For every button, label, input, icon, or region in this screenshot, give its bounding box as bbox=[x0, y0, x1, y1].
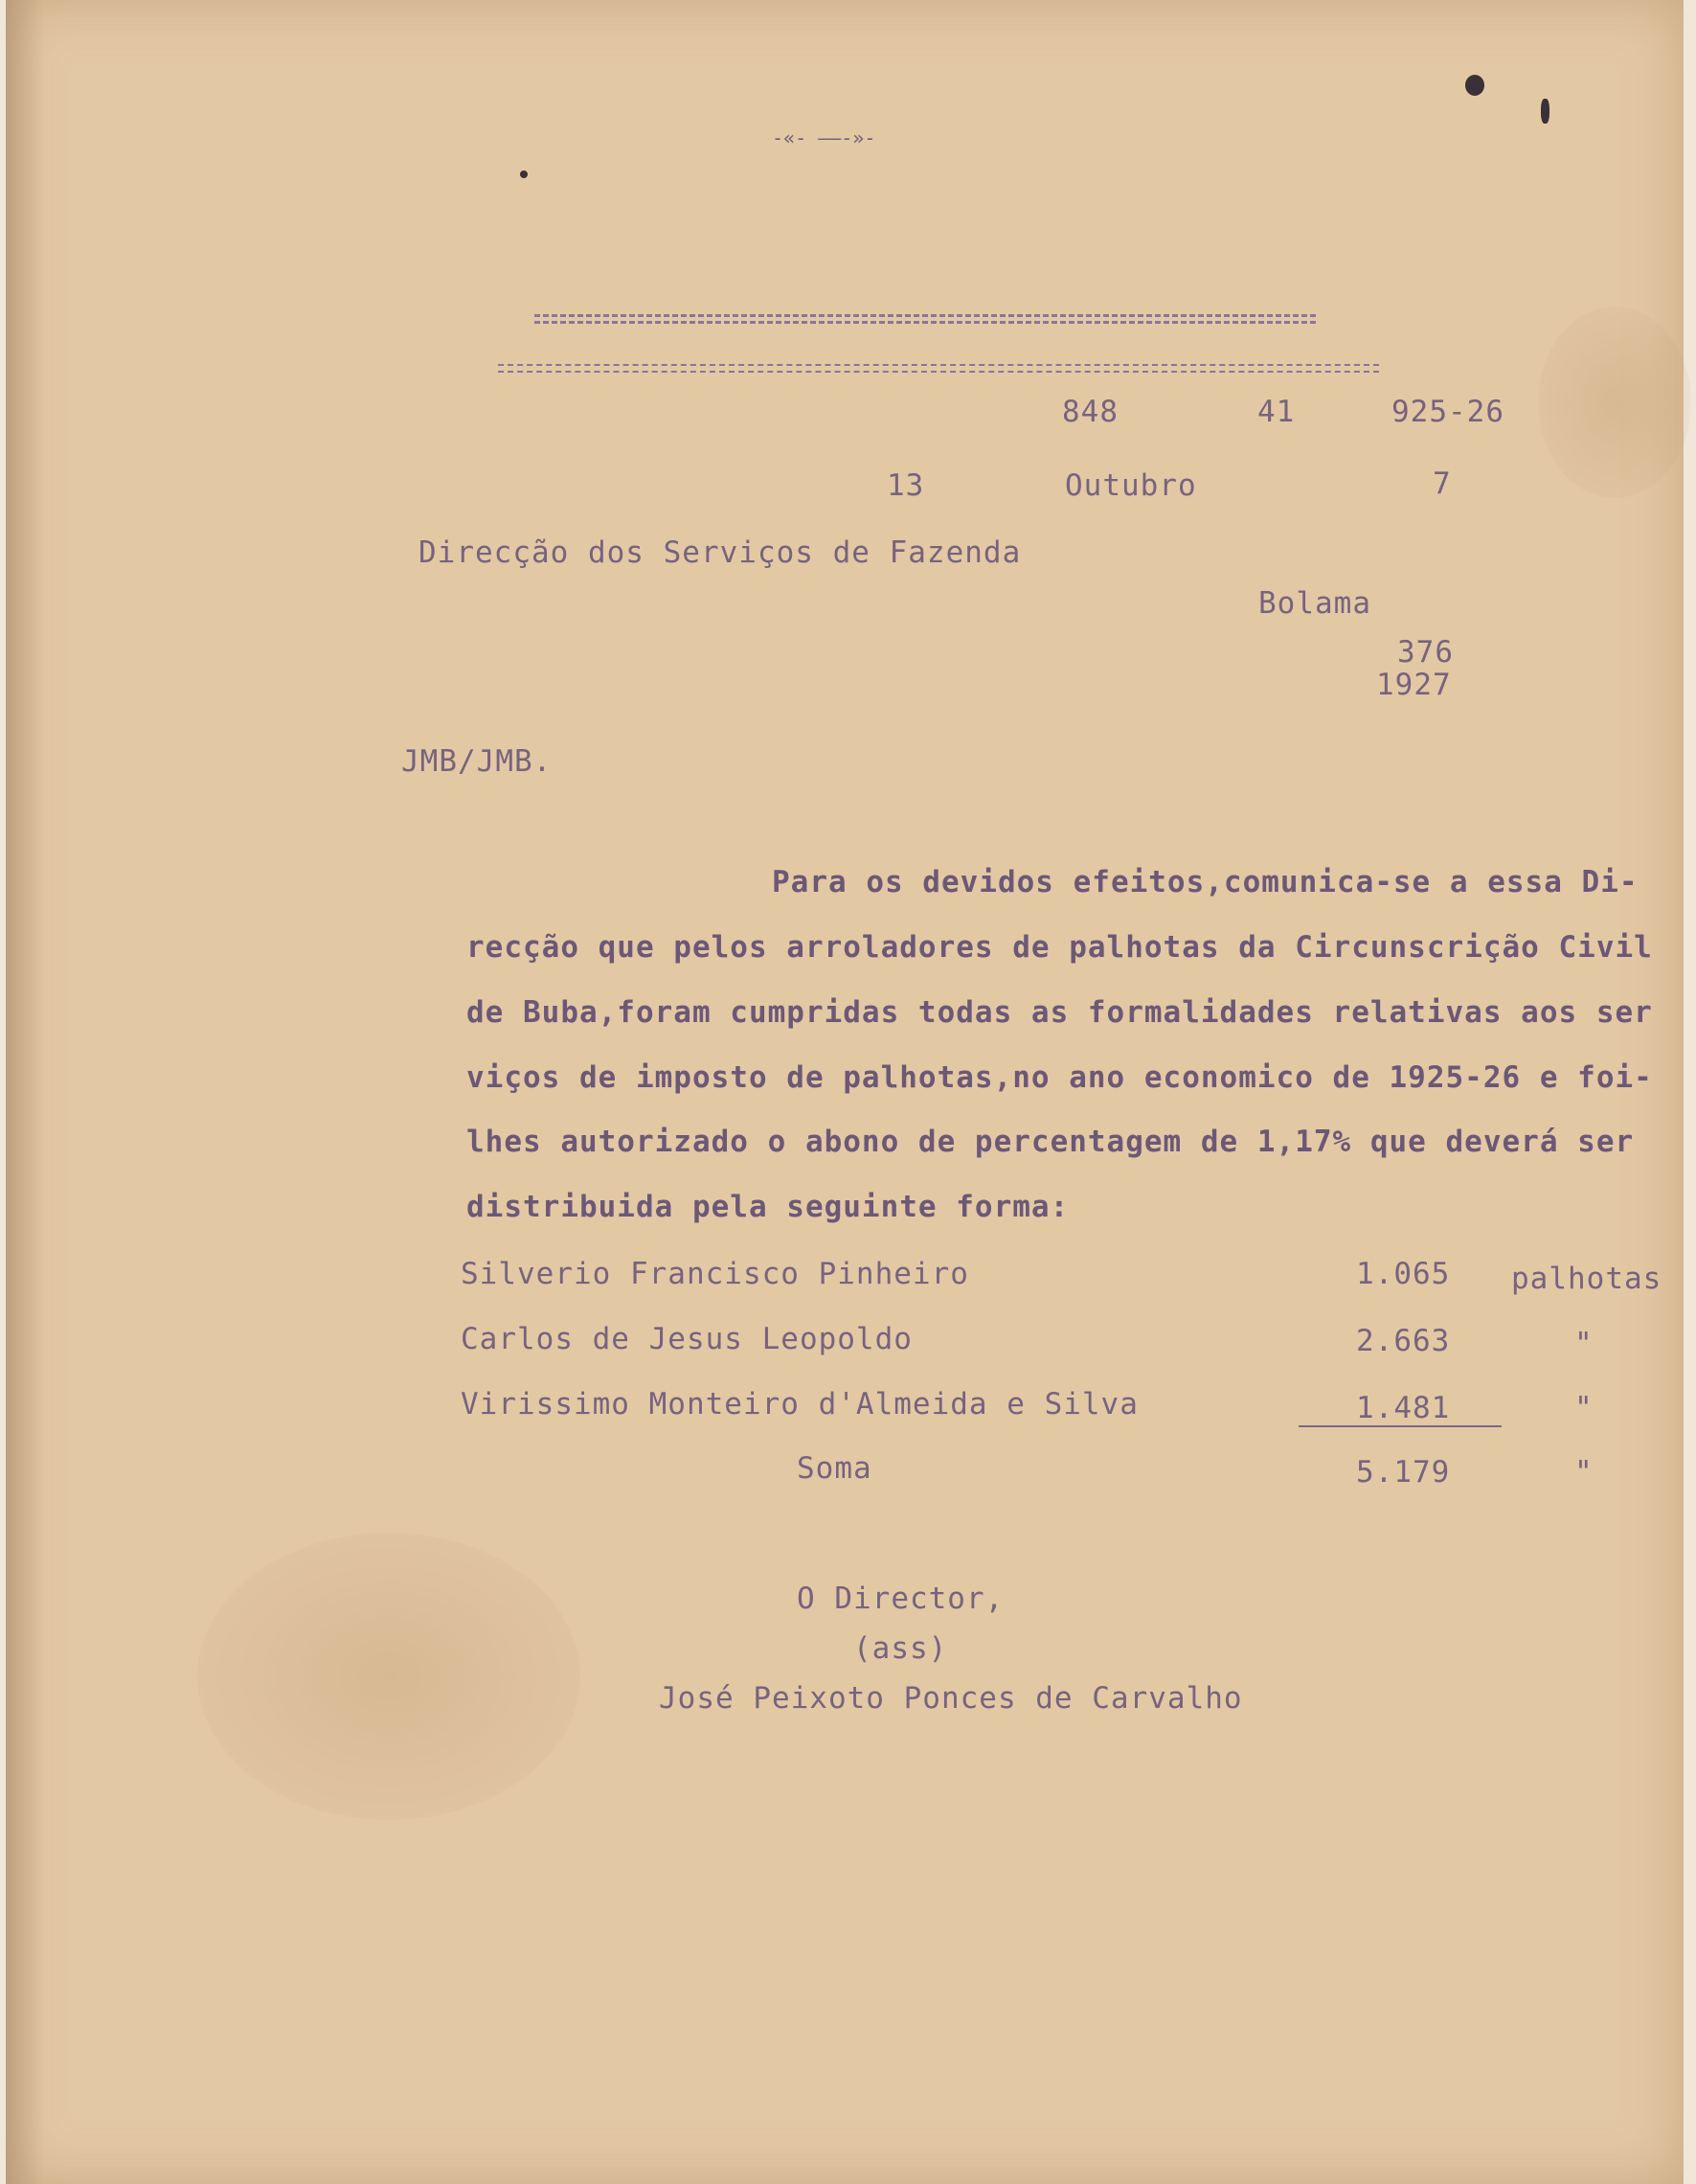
paper-sheet bbox=[6, 0, 1684, 2184]
header-rule-top-2 bbox=[534, 321, 1316, 324]
signature-note: (ass) bbox=[853, 1631, 948, 1666]
distribution-amount: 1.065 bbox=[1356, 1257, 1451, 1291]
recipient-office: Direcção dos Serviços de Fazenda bbox=[418, 535, 1022, 570]
distribution-amount: 1.481 bbox=[1356, 1391, 1451, 1425]
sum-underline bbox=[1299, 1425, 1502, 1427]
reference-number: 848 bbox=[1062, 395, 1119, 429]
paper-edge-shadow bbox=[6, 0, 44, 2184]
paper-stain bbox=[1538, 307, 1691, 498]
date-day: 13 bbox=[887, 468, 925, 503]
distribution-name: Silverio Francisco Pinheiro bbox=[461, 1257, 969, 1291]
distribution-unit: palhotas bbox=[1511, 1262, 1662, 1296]
body-line-4: viços de imposto de palhotas,no ano economico de 1925-26 e foi- bbox=[466, 1060, 1653, 1095]
distribution-name: Virissimo Monteiro d'Almeida e Silva bbox=[461, 1387, 1139, 1422]
signature-name: José Peixoto Ponces de Carvalho bbox=[659, 1681, 1243, 1716]
date-month: Outubro bbox=[1065, 468, 1197, 503]
body-line-1: Para os devidos efeitos,comunica-se a essa Di- bbox=[772, 865, 1639, 899]
header-rule-top bbox=[534, 314, 1316, 317]
document-number: 376 bbox=[1397, 635, 1454, 670]
recipient-city: Bolama bbox=[1258, 586, 1371, 621]
body-line-2: recção que pelos arroladores de palhotas da Circunscrição Civil bbox=[466, 930, 1653, 965]
reference-period: 925-26 bbox=[1391, 395, 1504, 429]
header-rule-bottom bbox=[498, 364, 1379, 366]
body-line-6: distribuida pela seguinte forma: bbox=[466, 1190, 1070, 1224]
header-rule-bottom-2 bbox=[498, 371, 1379, 373]
sender-initials: JMB/JMB. bbox=[401, 744, 553, 779]
distribution-unit: " bbox=[1574, 1391, 1594, 1425]
distribution-unit: " bbox=[1574, 1327, 1594, 1361]
distribution-name: Carlos de Jesus Leopoldo bbox=[461, 1322, 913, 1356]
body-line-5: lhes autorizado o abono de percentagem de 1,17% que deverá ser bbox=[466, 1125, 1635, 1159]
total-label: Soma bbox=[797, 1451, 872, 1486]
distribution-amount: 2.663 bbox=[1356, 1324, 1451, 1358]
body-line-3: de Buba,foram cumpridas todas as formalidades relativas aos ser bbox=[466, 995, 1653, 1030]
signature-title: O Director, bbox=[797, 1581, 1005, 1616]
total-amount: 5.179 bbox=[1356, 1455, 1451, 1490]
paper-stain bbox=[197, 1533, 580, 1820]
date-month-number: 7 bbox=[1433, 466, 1452, 501]
document-year: 1927 bbox=[1376, 668, 1452, 702]
reference-secondary: 41 bbox=[1257, 395, 1296, 429]
ink-spot bbox=[1541, 99, 1549, 124]
top-arrow-mark: -«- ——-»- bbox=[772, 126, 876, 149]
total-unit: " bbox=[1574, 1455, 1594, 1490]
ink-spot bbox=[520, 171, 528, 178]
ink-spot bbox=[1465, 75, 1484, 96]
